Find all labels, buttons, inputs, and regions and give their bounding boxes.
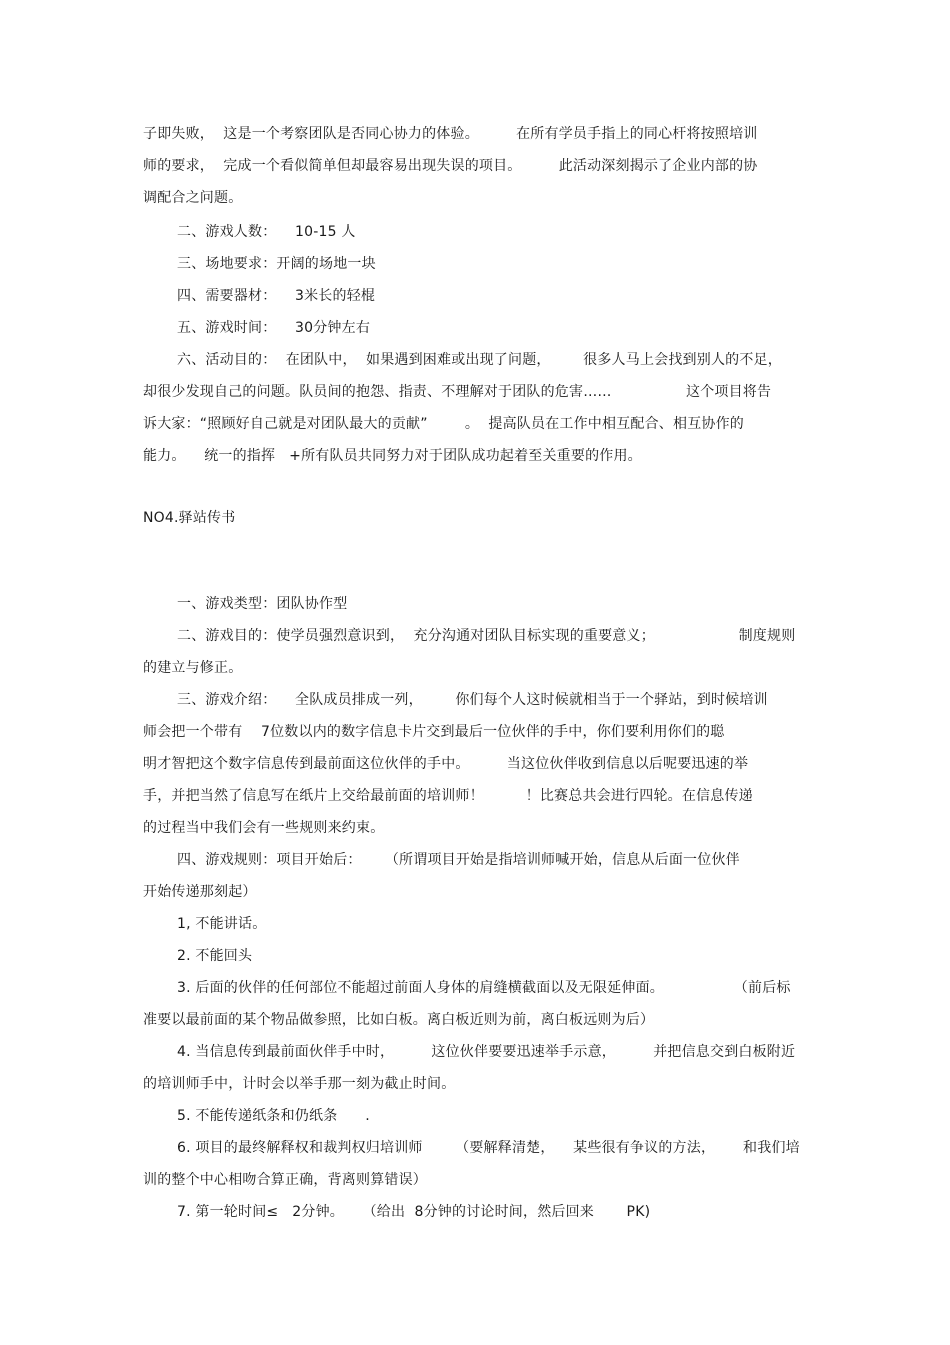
item-duration: 五、游戏时间： 30分钟左右: [177, 320, 371, 336]
paragraph-line: 手，并把当然了信息写在纸片上交给最前面的培训师！ ！比赛总共会进行四轮。在信息传递: [143, 788, 753, 804]
rule-item: 4. 当信息传到最前面伙伴手中时， 这位伙伴要要迅速举手示意， 并把信息交到白板附近: [177, 1044, 796, 1060]
rule-item: 7. 第一轮时间≤ 2分钟。 （给出 8分钟的讨论时间，然后回来 PK): [177, 1204, 651, 1220]
paragraph-line: 四、游戏规则：项目开始后： （所谓项目开始是指培训师喊开始，信息从后面一位伙伴: [177, 852, 740, 868]
rule-item: 1, 不能讲话。: [177, 916, 267, 932]
paragraph-line: 二、游戏目的：使学员强烈意识到， 充分沟通对团队目标实现的重要意义； 制度规则: [177, 628, 796, 644]
paragraph-line: 师会把一个带有 7位数以内的数字信息卡片交到最后一位伙伴的手中，你们要利用你们的聪: [143, 724, 725, 740]
section-heading: NO4.驿站传书: [143, 510, 236, 526]
paragraph-line: 准要以最前面的某个物品做参照，比如白板。离白板近则为前，离白板远则为后）: [143, 1012, 655, 1028]
paragraph-line: 的建立与修正。: [143, 660, 243, 676]
rule-item: 3. 后面的伙伴的任何部位不能超过前面人身体的肩缝横截面以及无限延伸面。 （前后标: [177, 980, 791, 996]
paragraph-line: 师的要求， 完成一个看似简单但却最容易出现失误的项目。 此活动深刻揭示了企业内部的协: [143, 158, 758, 174]
item-venue: 三、场地要求：开阔的场地一块: [177, 256, 376, 272]
rule-item: 2. 不能回头: [177, 948, 253, 964]
paragraph-line: 却很少发现自己的问题。队员间的抱怨、指责、不理解对于团队的危害…… 这个项目将告: [143, 384, 772, 400]
paragraph-line: 训的整个中心相吻合算正确，背离则算错误）: [143, 1172, 427, 1188]
paragraph-line: 子即失败， 这是一个考察团队是否同心协力的体验。 在所有学员手指上的同心杆将按照培训: [143, 126, 758, 142]
item-player-count: 二、游戏人数： 10-15 人: [177, 224, 356, 240]
paragraph-line: 的过程当中我们会有一些规则来约束。: [143, 820, 385, 836]
rule-item: 5. 不能传递纸条和仍纸条 .: [177, 1108, 370, 1124]
rule-item: 6. 项目的最终解释权和裁判权归培训师 （要解释清楚， 某些很有争议的方法， 和我们培: [177, 1140, 800, 1156]
paragraph-line: 能力。 统一的指挥 +所有队员共同努力对于团队成功起着至关重要的作用。: [143, 448, 642, 464]
paragraph-line: 六、活动目的： 在团队中， 如果遇到困难或出现了问题， 很多人马上会找到别人的不足，: [177, 352, 782, 368]
paragraph-line: 开始传递那刻起）: [143, 884, 257, 900]
paragraph-line: 调配合之问题。: [143, 190, 243, 206]
paragraph-line: 三、游戏介绍： 全队成员排成一列， 你们每个人这时候就相当于一个驿站，到时候培训: [177, 692, 768, 708]
paragraph-line: 的培训师手中，计时会以举手那一刻为截止时间。: [143, 1076, 456, 1092]
paragraph-line: 诉大家：“照顾好自己就是对团队最大的贡献” 。 提高队员在工作中相互配合、相互协作的: [143, 416, 745, 432]
item-game-type: 一、游戏类型：团队协作型: [177, 596, 348, 612]
item-equipment: 四、需要器材： 3米长的轻棍: [177, 288, 376, 304]
paragraph-line: 明才智把这个数字信息传到最前面这位伙伴的手中。 当这位伙伴收到信息以后呢要迅速的举: [143, 756, 749, 772]
